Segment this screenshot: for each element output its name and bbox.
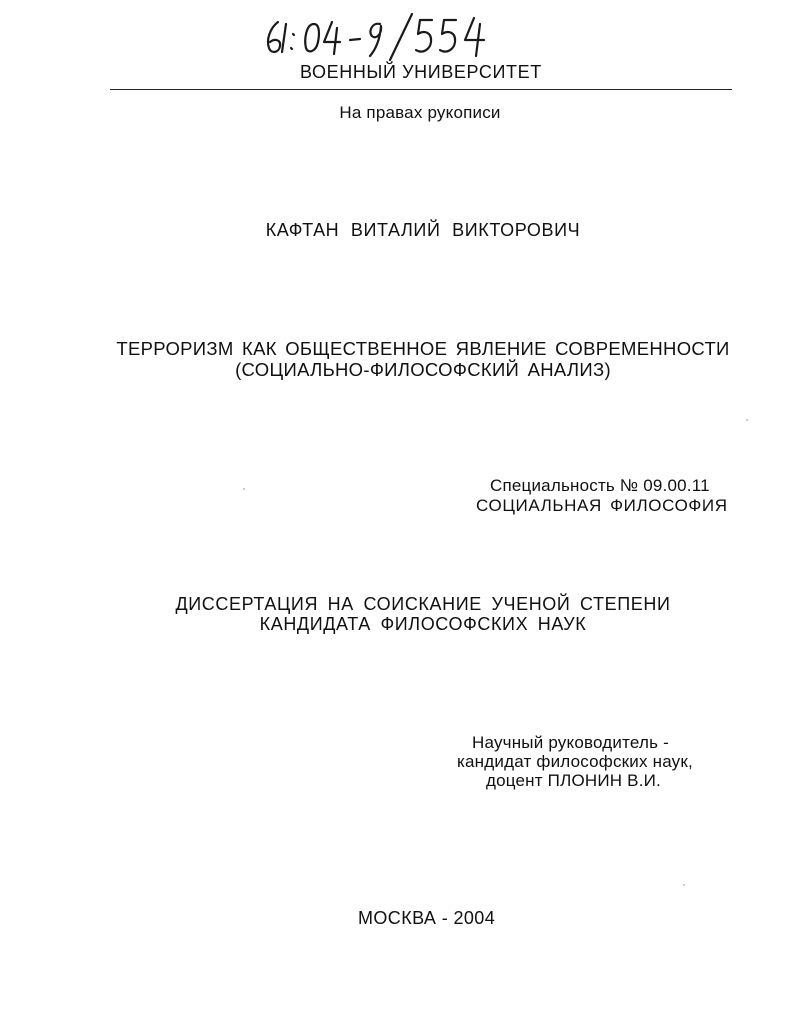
specialty-code: Специальность № 09.00.11 <box>490 476 710 495</box>
scan-speck <box>683 884 685 886</box>
supervisor-line-2: кандидат философских наук, <box>457 752 693 771</box>
scan-speck <box>746 419 748 421</box>
degree-statement-line-1: ДИССЕРТАЦИЯ НА СОИСКАНИЕ УЧЕНОЙ СТЕПЕНИ <box>175 594 671 614</box>
handwritten-archive-code-graphic <box>262 10 512 62</box>
supervisor-line-1: Научный руководитель - <box>472 733 669 752</box>
thesis-title-line-1: ТЕРРОРИЗМ КАК ОБЩЕСТВЕННОЕ ЯВЛЕНИЕ СОВРЕМЕННОСТИ <box>116 338 730 359</box>
degree-statement-line-2: КАНДИДАТА ФИЛОСОФСКИХ НАУК <box>259 614 587 634</box>
author-name: КАФТАН ВИТАЛИЙ ВИКТОРОВИЧ <box>265 220 581 240</box>
manuscript-rights-note: На правах рукописи <box>339 103 501 122</box>
scan-speck <box>243 488 245 490</box>
city-and-year: МОСКВА - 2004 <box>358 908 496 928</box>
header-divider <box>110 89 732 90</box>
thesis-title-line-2: (СОЦИАЛЬНО-ФИЛОСОФСКИЙ АНАЛИЗ) <box>235 359 611 380</box>
handwritten-archive-code <box>262 10 512 62</box>
supervisor-line-3: доцент ПЛОНИН В.И. <box>486 771 661 790</box>
specialty-name: СОЦИАЛЬНАЯ ФИЛОСОФИЯ <box>476 496 728 515</box>
university-name: ВОЕННЫЙ УНИВЕРСИТЕТ <box>300 62 542 82</box>
